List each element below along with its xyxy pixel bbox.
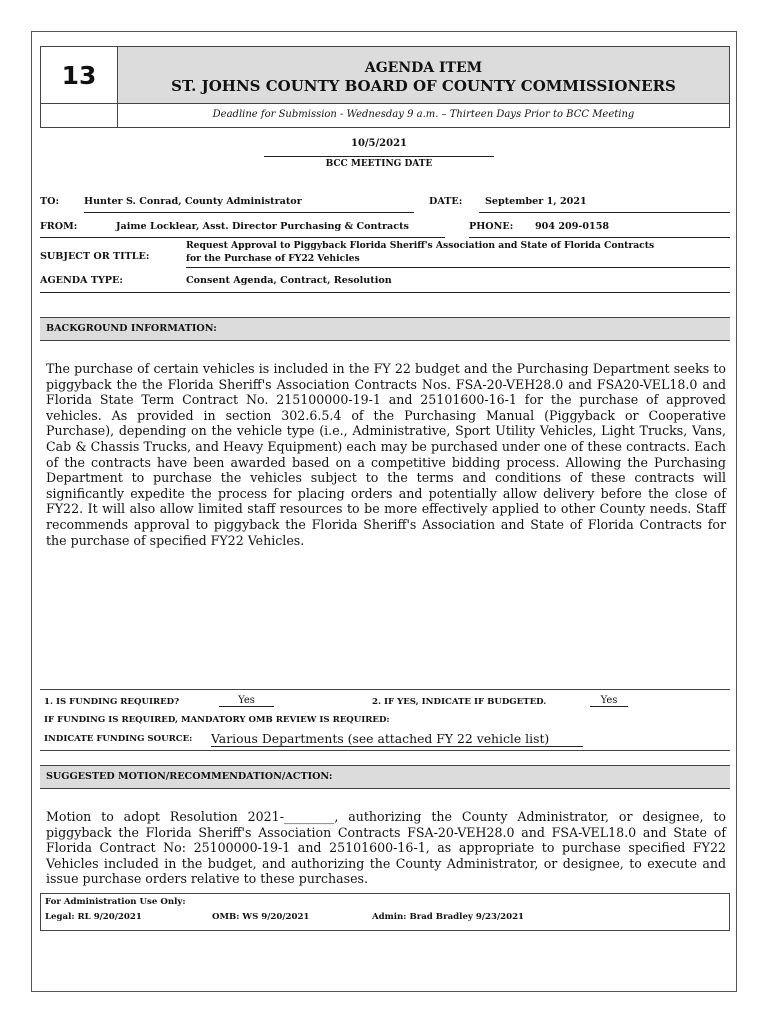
- background-text: The purchase of certain vehicles is included in the FY 22 budget and the Purchasing Department seeks to piggyback the the Florida Sheriff's Association Contracts Nos. FSA-20-VEH28.0 and FSA20-VEL18.0 and Florida State Term Contract No. 215100000-19-1 and 25101600-16-1 for the purchase of approved vehicles. As provided in section 302.6.5.4 of the Purchasing Manual (Piggyback or Cooperative Purchase), depending on the vehicle type (i.e., Administrative, Sport Utility Vehicles, Light Trucks, Vans, Cab & Chassis Trucks, and Heavy Equipment) each may be purchased under one of these contracts. Each of the contracts have been awarded based on a competitive bidding process. Allowing the Purchasing Department to purchase the vehicles subject to the terms and conditions of these contracts will significantly expedite the process for placing orders and potentially allow delivery before the close of FY22. It will also allow limited staff resources to be more effectively applied to other County needs. Staff recommends approval to piggyback the Florida Sheriff's Association and State of Florida Contracts for the purchase of specified FY22 Vehicles.: [46, 361, 726, 548]
- budgeted-value: Yes: [590, 695, 628, 707]
- funding-source-value: Various Departments (see attached FY 22 vehicle list): [211, 731, 583, 747]
- motion-heading: SUGGESTED MOTION/RECOMMENDATION/ACTION:: [40, 765, 730, 789]
- agenda-form: [31, 31, 737, 992]
- phone-label: PHONE:: [469, 221, 514, 232]
- background-heading: BACKGROUND INFORMATION:: [40, 317, 730, 341]
- from-value: Jaime Locklear, Asst. Director Purchasing & Contracts: [116, 221, 409, 232]
- funding-required-label: 1. IS FUNDING REQUIRED?: [44, 697, 180, 707]
- date-value: September 1, 2021: [485, 196, 587, 207]
- header-spacer-cell: [40, 104, 118, 128]
- agenda-type-underline: [40, 292, 730, 293]
- funding-box: [40, 689, 730, 751]
- item-number: 13: [40, 46, 118, 104]
- agenda-type-label: AGENDA TYPE:: [40, 275, 123, 286]
- header-title-box: [118, 46, 730, 104]
- meeting-date-underline: [264, 156, 494, 157]
- agenda-item-heading: AGENDA ITEM: [364, 60, 483, 76]
- subject-line-1: Request Approval to Piggyback Florida Sheriff's Association and State of Florida Contracts: [186, 240, 655, 251]
- date-underline: [479, 212, 730, 213]
- legal-review: Legal: RL 9/20/2021: [45, 912, 142, 922]
- to-value: Hunter S. Conrad, County Administrator: [84, 196, 302, 207]
- budgeted-label: 2. IF YES, INDICATE IF BUDGETED.: [372, 697, 547, 707]
- meeting-date-label: BCC MEETING DATE: [325, 159, 433, 169]
- date-label: DATE:: [429, 196, 463, 207]
- funding-required-value: Yes: [219, 695, 274, 707]
- admin-review: Admin: Brad Bradley 9/23/2021: [372, 912, 525, 922]
- submission-deadline: Deadline for Submission - Wednesday 9 a.m. – Thirteen Days Prior to BCC Meeting: [118, 104, 730, 128]
- from-label: FROM:: [40, 221, 78, 232]
- to-underline: [84, 212, 414, 213]
- phone-underline: [469, 237, 730, 238]
- subject-line-2: for the Purchase of FY22 Vehicles: [186, 253, 360, 264]
- from-underline: [40, 237, 445, 238]
- funding-source-label: INDICATE FUNDING SOURCE:: [44, 734, 193, 744]
- subject-underline: [186, 267, 730, 268]
- meeting-date-value: 10/5/2021: [350, 138, 407, 149]
- phone-value: 904 209-0158: [535, 221, 610, 232]
- subject-label: SUBJECT OR TITLE:: [40, 251, 150, 262]
- omb-review-note: IF FUNDING IS REQUIRED, MANDATORY OMB REVIEW IS REQUIRED:: [44, 715, 390, 725]
- omb-review: OMB: WS 9/20/2021: [212, 912, 310, 922]
- board-name: ST. JOHNS COUNTY BOARD OF COUNTY COMMISSIONERS: [171, 77, 676, 95]
- agenda-type-value: Consent Agenda, Contract, Resolution: [186, 275, 392, 286]
- motion-text: Motion to adopt Resolution 2021-________, authorizing the County Administrator, or designee, to piggyback the Florida Sheriff's Association Contracts FSA-20-VEH28.0 and FSA-VEL18.0 and State of Florida Contract No: 25100000-19-1 and 25101600-16-1, as appropriate to purchase specified FY22 Vehicles included in the budget, and authorizing the County Administrator, or designee, to execute and issue purchase orders relative to these purchases.: [46, 809, 726, 887]
- to-label: TO:: [40, 196, 60, 207]
- admin-use-box: [40, 893, 730, 931]
- admin-use-title: For Administration Use Only:: [45, 897, 186, 907]
